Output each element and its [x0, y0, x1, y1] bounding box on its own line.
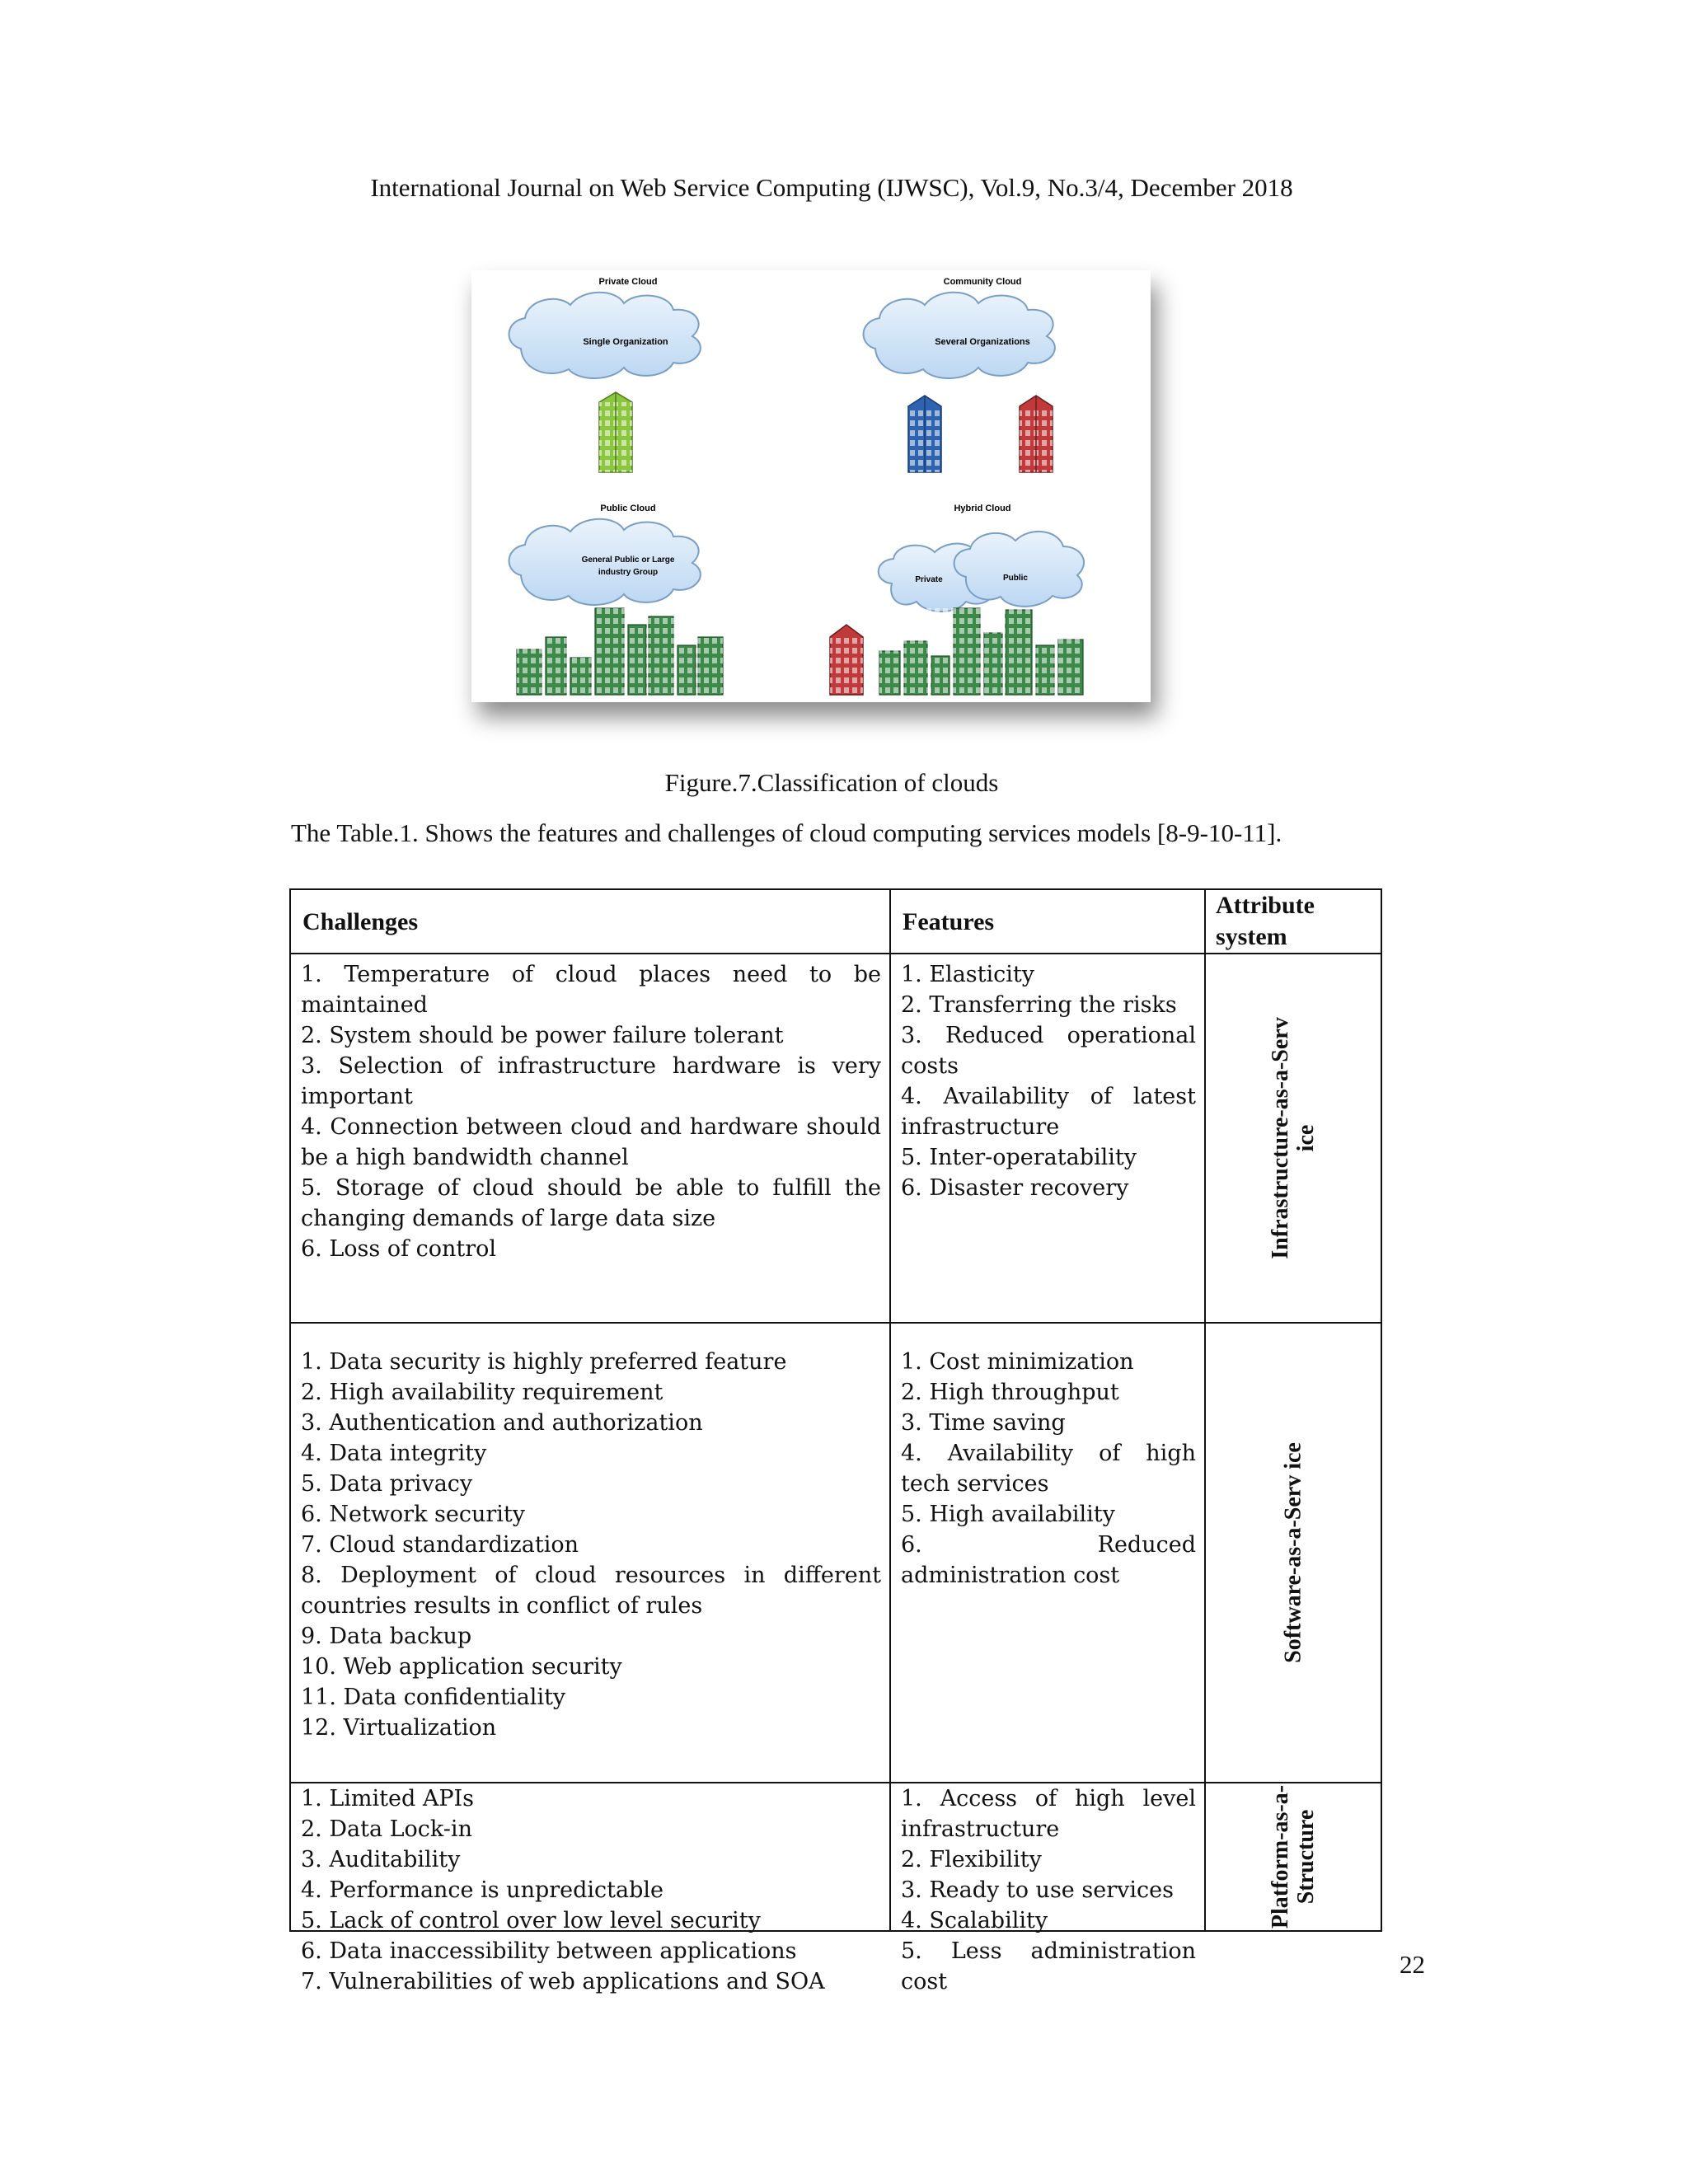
hybrid-cloud-icon: [879, 532, 1084, 612]
saas-challenges-list: [291, 1324, 889, 1743]
public-cloud-title: Public Cloud: [600, 504, 656, 513]
paas-challenges-list: [291, 1783, 889, 1997]
list-item: 3. Authentication and authorization: [301, 1410, 703, 1436]
list-item: 4. Availability of latest infrastructure: [901, 1084, 1196, 1140]
community-cloud-icon: [864, 293, 1055, 378]
list-item: 4. Scalability: [901, 1908, 1048, 1933]
list-item: 2. High throughput: [901, 1380, 1119, 1405]
iaas-attribute-label: Infrastructure-as-a-Serv ice: [1268, 1017, 1319, 1259]
list-item: 3. Auditability: [301, 1847, 461, 1872]
private-cloud-label: Single Organization: [583, 337, 668, 347]
list-item: 1. Cost minimization: [901, 1349, 1134, 1375]
hybrid-public-label: Public: [1002, 574, 1029, 583]
iaas-challenges-list: [291, 954, 889, 1264]
list-item: 5. Inter-operatability: [901, 1145, 1137, 1170]
list-item: 3. Ready to use services: [901, 1877, 1174, 1903]
list-item: 9. Data backup: [301, 1624, 472, 1649]
green-building-icon: [599, 392, 632, 472]
list-item: 1. Data security is highly preferred feature: [301, 1349, 787, 1375]
list-item: 4. Performance is unpredictable: [301, 1877, 664, 1903]
community-cloud-label: Several Organizations: [935, 337, 1030, 347]
list-item: 10. Web application security: [301, 1654, 622, 1680]
list-item: 4. Connection between cloud and hardware should be a high bandwidth channel: [301, 1114, 881, 1170]
iaas-attribute-cell: [1204, 953, 1382, 1324]
list-item: 6. Reduced administration cost: [901, 1532, 1196, 1588]
figure-caption: Figure.7.Classification of clouds: [664, 768, 999, 797]
list-item: 1. Elasticity: [901, 962, 1034, 987]
list-item: 3. Selection of infrastructure hardware is very important: [301, 1053, 881, 1109]
community-cloud-title: Community Cloud: [943, 277, 1022, 287]
saas-attribute-cell: [1204, 1322, 1382, 1783]
paas-challenges-cell: [289, 1782, 891, 1994]
public-cloud-label-line1: General Public or Large: [581, 555, 675, 565]
saas-attribute-label: Software-as-a-Serv ice: [1280, 1442, 1306, 1663]
list-item: 7. Vulnerabilities of web applications and SOA: [301, 1969, 825, 1994]
paas-attribute-cell: [1204, 1782, 1382, 1932]
iaas-features-cell: [889, 953, 1206, 1324]
paas-attribute-label: Platform-as-a-Structure: [1268, 1784, 1319, 1929]
list-item: 2. Transferring the risks: [901, 992, 1177, 1018]
hybrid-private-label: Private: [915, 575, 943, 584]
running-header: International Journal on Web Service Computing (IJWSC), Vol.9, No.3/4, December 2018: [370, 173, 1293, 202]
list-item: 8. Deployment of cloud resources in different countries results in conflict of rules: [301, 1563, 881, 1619]
attribute-header: Attribute system: [1216, 892, 1315, 950]
list-item: 5. High availability: [901, 1502, 1115, 1527]
challenges-header-cell: [289, 888, 891, 954]
attribute-header-cell: [1204, 888, 1382, 954]
hybrid-red-building-icon: [830, 625, 863, 695]
list-item: 1. Temperature of cloud places need to be maintained: [301, 962, 881, 1018]
page-number: 22: [1400, 1950, 1425, 1979]
list-item: 4. Data integrity: [301, 1441, 487, 1466]
cloud-classification-figure: [471, 270, 1151, 702]
list-item: 5. Data privacy: [301, 1471, 473, 1497]
saas-features-cell: [889, 1322, 1206, 1783]
list-item: 6. Network security: [301, 1502, 526, 1527]
challenges-header: Challenges: [302, 908, 419, 935]
list-item: 1. Access of high level infrastructure: [901, 1786, 1196, 1842]
private-cloud-title: Private Cloud: [598, 277, 658, 287]
list-item: 3. Reduced operational costs: [901, 1023, 1196, 1079]
paas-features-cell: [889, 1782, 1206, 1994]
list-item: 7. Cloud standardization: [301, 1532, 579, 1558]
list-item: 2. System should be power failure tolerant: [301, 1023, 784, 1048]
paas-features-list: [891, 1783, 1204, 1997]
features-header: Features: [903, 908, 995, 935]
features-challenges-table: [289, 888, 1382, 1994]
list-item: 4. Availability of high tech services: [901, 1441, 1196, 1497]
list-item: 5. Lack of control over low level security: [301, 1908, 761, 1933]
list-item: 5. Less administration cost: [901, 1938, 1196, 1994]
list-item: 6. Disaster recovery: [901, 1175, 1129, 1201]
list-item: 2. Data Lock-in: [301, 1816, 472, 1842]
red-building-icon: [1020, 396, 1053, 472]
iaas-features-list: [891, 954, 1204, 1203]
list-item: 3. Time saving: [901, 1410, 1066, 1436]
list-item: 11. Data confidentiality: [301, 1685, 566, 1710]
list-item: 6. Loss of control: [301, 1236, 497, 1262]
saas-challenges-cell: [289, 1322, 891, 1783]
private-cloud-icon: [509, 293, 701, 378]
saas-features-list: [891, 1324, 1204, 1591]
list-item: 5. Storage of cloud should be able to fulfill the changing demands of large data size: [301, 1175, 881, 1231]
public-cloud-label-line2: industry Group: [598, 568, 659, 577]
blue-building-icon: [908, 396, 941, 472]
list-item: 1. Limited APIs: [301, 1786, 475, 1811]
list-item: 2. High availability requirement: [301, 1380, 663, 1405]
list-item: 12. Virtualization: [301, 1715, 497, 1741]
list-item: 6. Data inaccessibility between applications: [301, 1938, 797, 1964]
iaas-challenges-cell: [289, 953, 891, 1324]
features-header-cell: [889, 888, 1206, 954]
hybrid-cloud-title: Hybrid Cloud: [954, 504, 1011, 513]
intro-paragraph: The Table.1. Shows the features and challenges of cloud computing services models [8-9-10-11].: [291, 818, 1282, 847]
list-item: 2. Flexibility: [901, 1847, 1042, 1872]
